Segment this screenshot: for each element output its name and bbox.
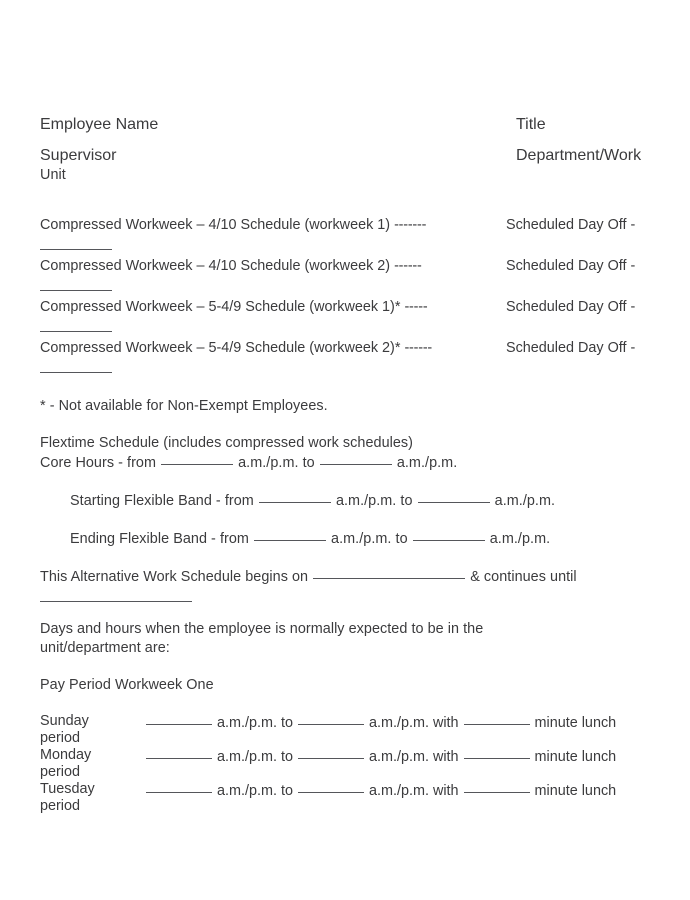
day-mid-label: a.m./p.m. to (217, 715, 293, 731)
starting-flexible-band-label: Starting Flexible Band - from (70, 493, 254, 509)
day-with-label: a.m./p.m. with (368, 715, 459, 731)
spacer (40, 185, 656, 209)
spacer (40, 373, 656, 397)
schedule-option-label: Compressed Workweek – 4/10 Schedule (workweek 2) ------ (40, 258, 422, 274)
day-label: Sunday (40, 713, 89, 729)
day-start-time-blank[interactable] (146, 747, 212, 759)
day-lunch-minutes-blank[interactable] (464, 713, 530, 725)
day-end-time-blank[interactable] (298, 747, 364, 759)
spacer (40, 549, 656, 567)
day-lunch-minutes-blank[interactable] (464, 781, 530, 793)
ending-flexible-band-row (40, 529, 656, 549)
supervisor-unit-label: Unit (40, 167, 66, 183)
day-fields (145, 747, 616, 766)
schedule-option-label: Compressed Workweek – 5-4/9 Schedule (workweek 2)* ------ (40, 340, 433, 356)
core-hours-label: Core Hours - from (40, 455, 156, 471)
spacer (40, 473, 656, 491)
spacer (40, 658, 656, 676)
spacer (40, 135, 656, 147)
core-hours-from-blank[interactable] (161, 453, 233, 465)
starting-flexible-band-row (40, 491, 656, 511)
expectation-text-line2: unit/department are: (40, 640, 170, 656)
day-tail-label: minute lunch (534, 749, 617, 765)
day-row (40, 781, 656, 815)
supervisor-label: Supervisor (40, 147, 117, 164)
schedule-option-row[interactable] (40, 257, 656, 276)
day-tail-label: minute lunch (534, 783, 617, 799)
leader-dashes: ------ (404, 340, 433, 356)
day-fields (145, 713, 616, 732)
day-end-time-blank[interactable] (298, 713, 364, 725)
flextime-heading-row (40, 434, 656, 453)
spacer (40, 209, 656, 216)
spacer (40, 416, 656, 434)
day-lunch-minutes-blank[interactable] (464, 747, 530, 759)
spacer (40, 511, 656, 529)
schedule-option-row[interactable] (40, 298, 656, 317)
footnote-row (40, 397, 656, 416)
expectation-line-2 (40, 639, 656, 658)
leader-dashes: ------ (394, 258, 422, 274)
flextime-heading: Flextime Schedule (includes compressed work schedules) (40, 435, 414, 451)
ending-band-mid-label: a.m./p.m. to (331, 531, 408, 547)
pay-period-heading-row (40, 676, 656, 695)
leader-dashes: ------- (394, 217, 427, 233)
day-period-label: period (40, 764, 81, 780)
day-mid-label: a.m./p.m. to (217, 783, 293, 799)
starting-band-from-blank[interactable] (259, 491, 331, 503)
core-hours-mid-label: a.m./p.m. to (238, 455, 315, 471)
day-label: Tuesday (40, 781, 95, 797)
schedule-option-label: Compressed Workweek – 4/10 Schedule (workweek 1) ------- (40, 217, 427, 233)
scheduled-day-off-label: Scheduled Day Off - (506, 299, 636, 315)
schedule-duration-row (40, 567, 656, 587)
schedule-continues-label: & continues until (470, 569, 577, 585)
scheduled-day-off-label: Scheduled Day Off - (506, 340, 636, 356)
ending-band-from-blank[interactable] (254, 529, 326, 541)
core-hours-row (40, 453, 656, 473)
ending-band-end-label: a.m./p.m. (489, 531, 551, 547)
employee-name-label: Employee Name (40, 116, 159, 133)
form-body (40, 116, 656, 815)
day-label: Monday (40, 747, 92, 763)
ending-band-to-blank[interactable] (413, 529, 485, 541)
schedule-option-row[interactable] (40, 339, 656, 358)
spacer (40, 332, 656, 339)
supervisor-row (40, 147, 656, 166)
day-end-time-blank[interactable] (298, 781, 364, 793)
department-label: Department/Work (516, 147, 642, 164)
spacer (40, 602, 656, 620)
spacer (40, 250, 656, 257)
core-hours-to-blank[interactable] (320, 453, 392, 465)
day-mid-label: a.m./p.m. to (217, 749, 293, 765)
pay-period-heading: Pay Period Workweek One (40, 677, 214, 693)
spacer (40, 695, 656, 713)
schedule-option-row[interactable] (40, 216, 656, 235)
expectation-line-1 (40, 620, 656, 639)
day-tail-label: minute lunch (534, 715, 617, 731)
day-period-label: period (40, 730, 81, 746)
starting-band-mid-label: a.m./p.m. to (335, 493, 413, 509)
starting-band-end-label: a.m./p.m. (494, 493, 556, 509)
employee-name-row (40, 116, 656, 135)
day-with-label: a.m./p.m. with (368, 783, 459, 799)
expectation-text-line1: Days and hours when the employee is normally expected to be in the (40, 621, 484, 637)
scheduled-day-off-label: Scheduled Day Off - (506, 258, 636, 274)
footnote-text: * - Not available for Non-Exempt Employees. (40, 398, 328, 414)
day-row (40, 747, 656, 781)
title-label: Title (516, 116, 546, 133)
schedule-option-label: Compressed Workweek – 5-4/9 Schedule (workweek 1)* ----- (40, 299, 428, 315)
schedule-begins-blank[interactable] (313, 567, 465, 579)
spacer (40, 291, 656, 298)
day-with-label: a.m./p.m. with (368, 749, 459, 765)
day-fields (145, 781, 616, 800)
core-hours-end-label: a.m./p.m. (396, 455, 458, 471)
supervisor-unit-label-wrap (40, 166, 656, 185)
scheduled-day-off-label: Scheduled Day Off - (506, 217, 636, 233)
leader-dashes: ----- (404, 299, 428, 315)
day-period-label: period (40, 798, 81, 814)
day-start-time-blank[interactable] (146, 781, 212, 793)
ending-flexible-band-label: Ending Flexible Band - from (70, 531, 249, 547)
day-row (40, 713, 656, 747)
schedule-begins-label: This Alternative Work Schedule begins on (40, 569, 309, 585)
starting-band-to-blank[interactable] (418, 491, 490, 503)
day-start-time-blank[interactable] (146, 713, 212, 725)
